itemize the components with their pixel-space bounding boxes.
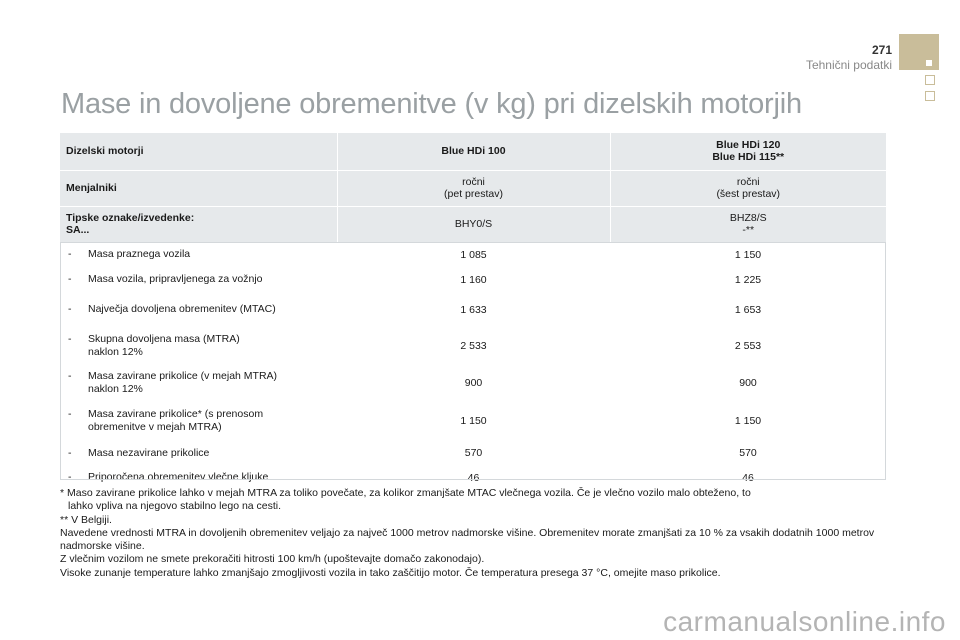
header-label: Menjalniki: [60, 170, 337, 206]
weights-table: [60, 133, 886, 490]
table-row: [60, 441, 886, 465]
footnote-double-star: ** V Belgiji.: [60, 513, 112, 526]
header-value-line: ročni: [462, 176, 485, 188]
row-label-line: Masa praznega vozila: [88, 248, 191, 261]
footnote-star-continued: lahko vpliva na njegovo stabilno lego na cesti.: [68, 500, 282, 513]
header-value-line: (pet prestav): [444, 188, 503, 200]
section-tab[interactable]: [925, 75, 935, 85]
value-col1: 2 533: [460, 339, 487, 352]
page-number: 271: [871, 43, 892, 57]
value-col2: 1 150: [734, 248, 762, 261]
row-label-line: Skupna dovoljena masa (MTRA): [88, 332, 240, 345]
row-label-line: Masa zavirane prikolice* (s prenosom: [88, 408, 264, 420]
value-col1: 1 085: [460, 248, 487, 261]
row-label-line: Največja dovoljena obremenitev (MTAC): [88, 303, 276, 315]
row-label: [88, 333, 331, 359]
value-col2: 2 553: [734, 339, 762, 352]
row-label-cell: [60, 267, 337, 292]
footnotes: [60, 487, 890, 580]
table-row: [60, 401, 886, 441]
section-tab[interactable]: [925, 91, 935, 101]
value-col1: 1 633: [460, 303, 487, 316]
header-value-line: Blue HDi 120: [716, 139, 781, 152]
header-value: [610, 170, 886, 206]
header-value-line: Blue HDi 115**: [712, 151, 785, 164]
table-row: [60, 327, 886, 364]
header-value: [610, 133, 886, 170]
value-col2: 1 225: [734, 273, 762, 286]
value-col1: 1 160: [460, 273, 487, 286]
header-value: [337, 170, 610, 206]
row-label: [88, 248, 331, 261]
value-col2: 1 150: [734, 415, 762, 427]
row-label: [88, 273, 331, 286]
header-value: [610, 206, 886, 242]
value-col1: 46: [467, 471, 480, 484]
row-label-line: Masa vozila, pripravljenega za vožnjo: [88, 273, 263, 285]
section-title: Tehnični podatki: [805, 58, 892, 72]
row-label-line: Masa zavirane prikolice (v mejah MTRA): [88, 369, 278, 382]
header-value: Blue HDi 100: [337, 133, 610, 170]
row-label-cell: [60, 364, 337, 401]
dash-marker: -: [68, 369, 72, 382]
dash-marker: -: [68, 303, 72, 315]
row-label: [88, 303, 331, 316]
table-row: [60, 364, 886, 401]
header-value: BHY0/S: [337, 206, 610, 242]
value-col2: 570: [739, 447, 757, 459]
note-temperature: Visoke zunanje temperature lahko zmanjšajo zmogljivosti vozila in tako zaščitijo motor. Če temperatura presega 37 °C, omejite maso prikolice.: [60, 566, 721, 579]
row-label: [88, 408, 331, 434]
table-row: [60, 267, 886, 292]
row-label-cell: [60, 401, 337, 441]
header-label: Dizelski motorji: [60, 133, 337, 170]
header-label: [60, 206, 337, 242]
row-label-cell: [60, 292, 337, 327]
dash-marker: -: [68, 408, 72, 420]
table-body: [60, 242, 886, 490]
table-header-row: [60, 170, 886, 206]
value-col1: 1 150: [460, 415, 487, 427]
square-marker-icon: [926, 60, 932, 66]
row-label: [88, 471, 331, 484]
row-label-line: Masa nezavirane prikolice: [88, 446, 210, 459]
value-col1: 900: [464, 376, 483, 389]
page-title: Mase in dovoljene obremenitve (v kg) pri dizelskih motorjih: [61, 88, 802, 120]
dash-marker: -: [68, 248, 72, 261]
footnote-star: * Maso zavirane prikolice lahko v mejah MTRA za toliko povečate, za kolikor zmanjšate MTAC vlečnega vozila. Če je vlečno vozilo malo obteženo, to: [60, 487, 751, 499]
header-value-line: BHZ8/S: [729, 212, 767, 224]
row-label-line: obremenitve v mejah MTRA): [88, 421, 222, 433]
header-value-line: ročni: [736, 176, 760, 188]
row-label: [88, 447, 331, 460]
row-label-line: naklon 12%: [88, 382, 143, 395]
dash-marker: -: [68, 471, 72, 483]
table-header-row: [60, 133, 886, 170]
dash-marker: -: [68, 332, 72, 345]
table-row: [60, 242, 886, 267]
note-speed: Z vlečnim vozilom ne smete prekoračiti hitrosti 100 km/h (upoštevajte domačo zakonodajo).: [60, 553, 485, 566]
row-label-line: Priporočena obremenitev vlečne kljuke: [88, 471, 269, 483]
value-col2: 900: [739, 376, 757, 389]
value-col2: 46: [742, 471, 754, 484]
value-col2: 1 653: [734, 303, 762, 316]
header-label-line: SA...: [66, 224, 90, 236]
header-label-line: Tipske oznake/izvedenke:: [66, 212, 195, 224]
row-label: [88, 370, 331, 396]
dash-marker: -: [68, 273, 72, 285]
row-label-cell: [60, 441, 337, 465]
header-value-line: -**: [742, 224, 755, 236]
row-label-cell: [60, 242, 337, 267]
section-tab-active[interactable]: [899, 34, 939, 70]
dash-marker: -: [68, 446, 72, 459]
table-header-row: [60, 206, 886, 242]
watermark: carmanualsonline.info: [663, 606, 946, 637]
value-col1: 570: [464, 447, 483, 459]
header-value-line: (šest prestav): [716, 188, 781, 200]
row-label-cell: [60, 327, 337, 364]
row-label-line: naklon 12%: [88, 345, 143, 358]
table-row: [60, 292, 886, 327]
note-altitude: Navedene vrednosti MTRA in dovoljenih obremenitev veljajo za največ 1000 metrov nadmorske višine. Obremenitev morate zmanjšati za 10 % za vsakih dodatnih 1000 metrov nadmorske višine.: [60, 526, 875, 553]
